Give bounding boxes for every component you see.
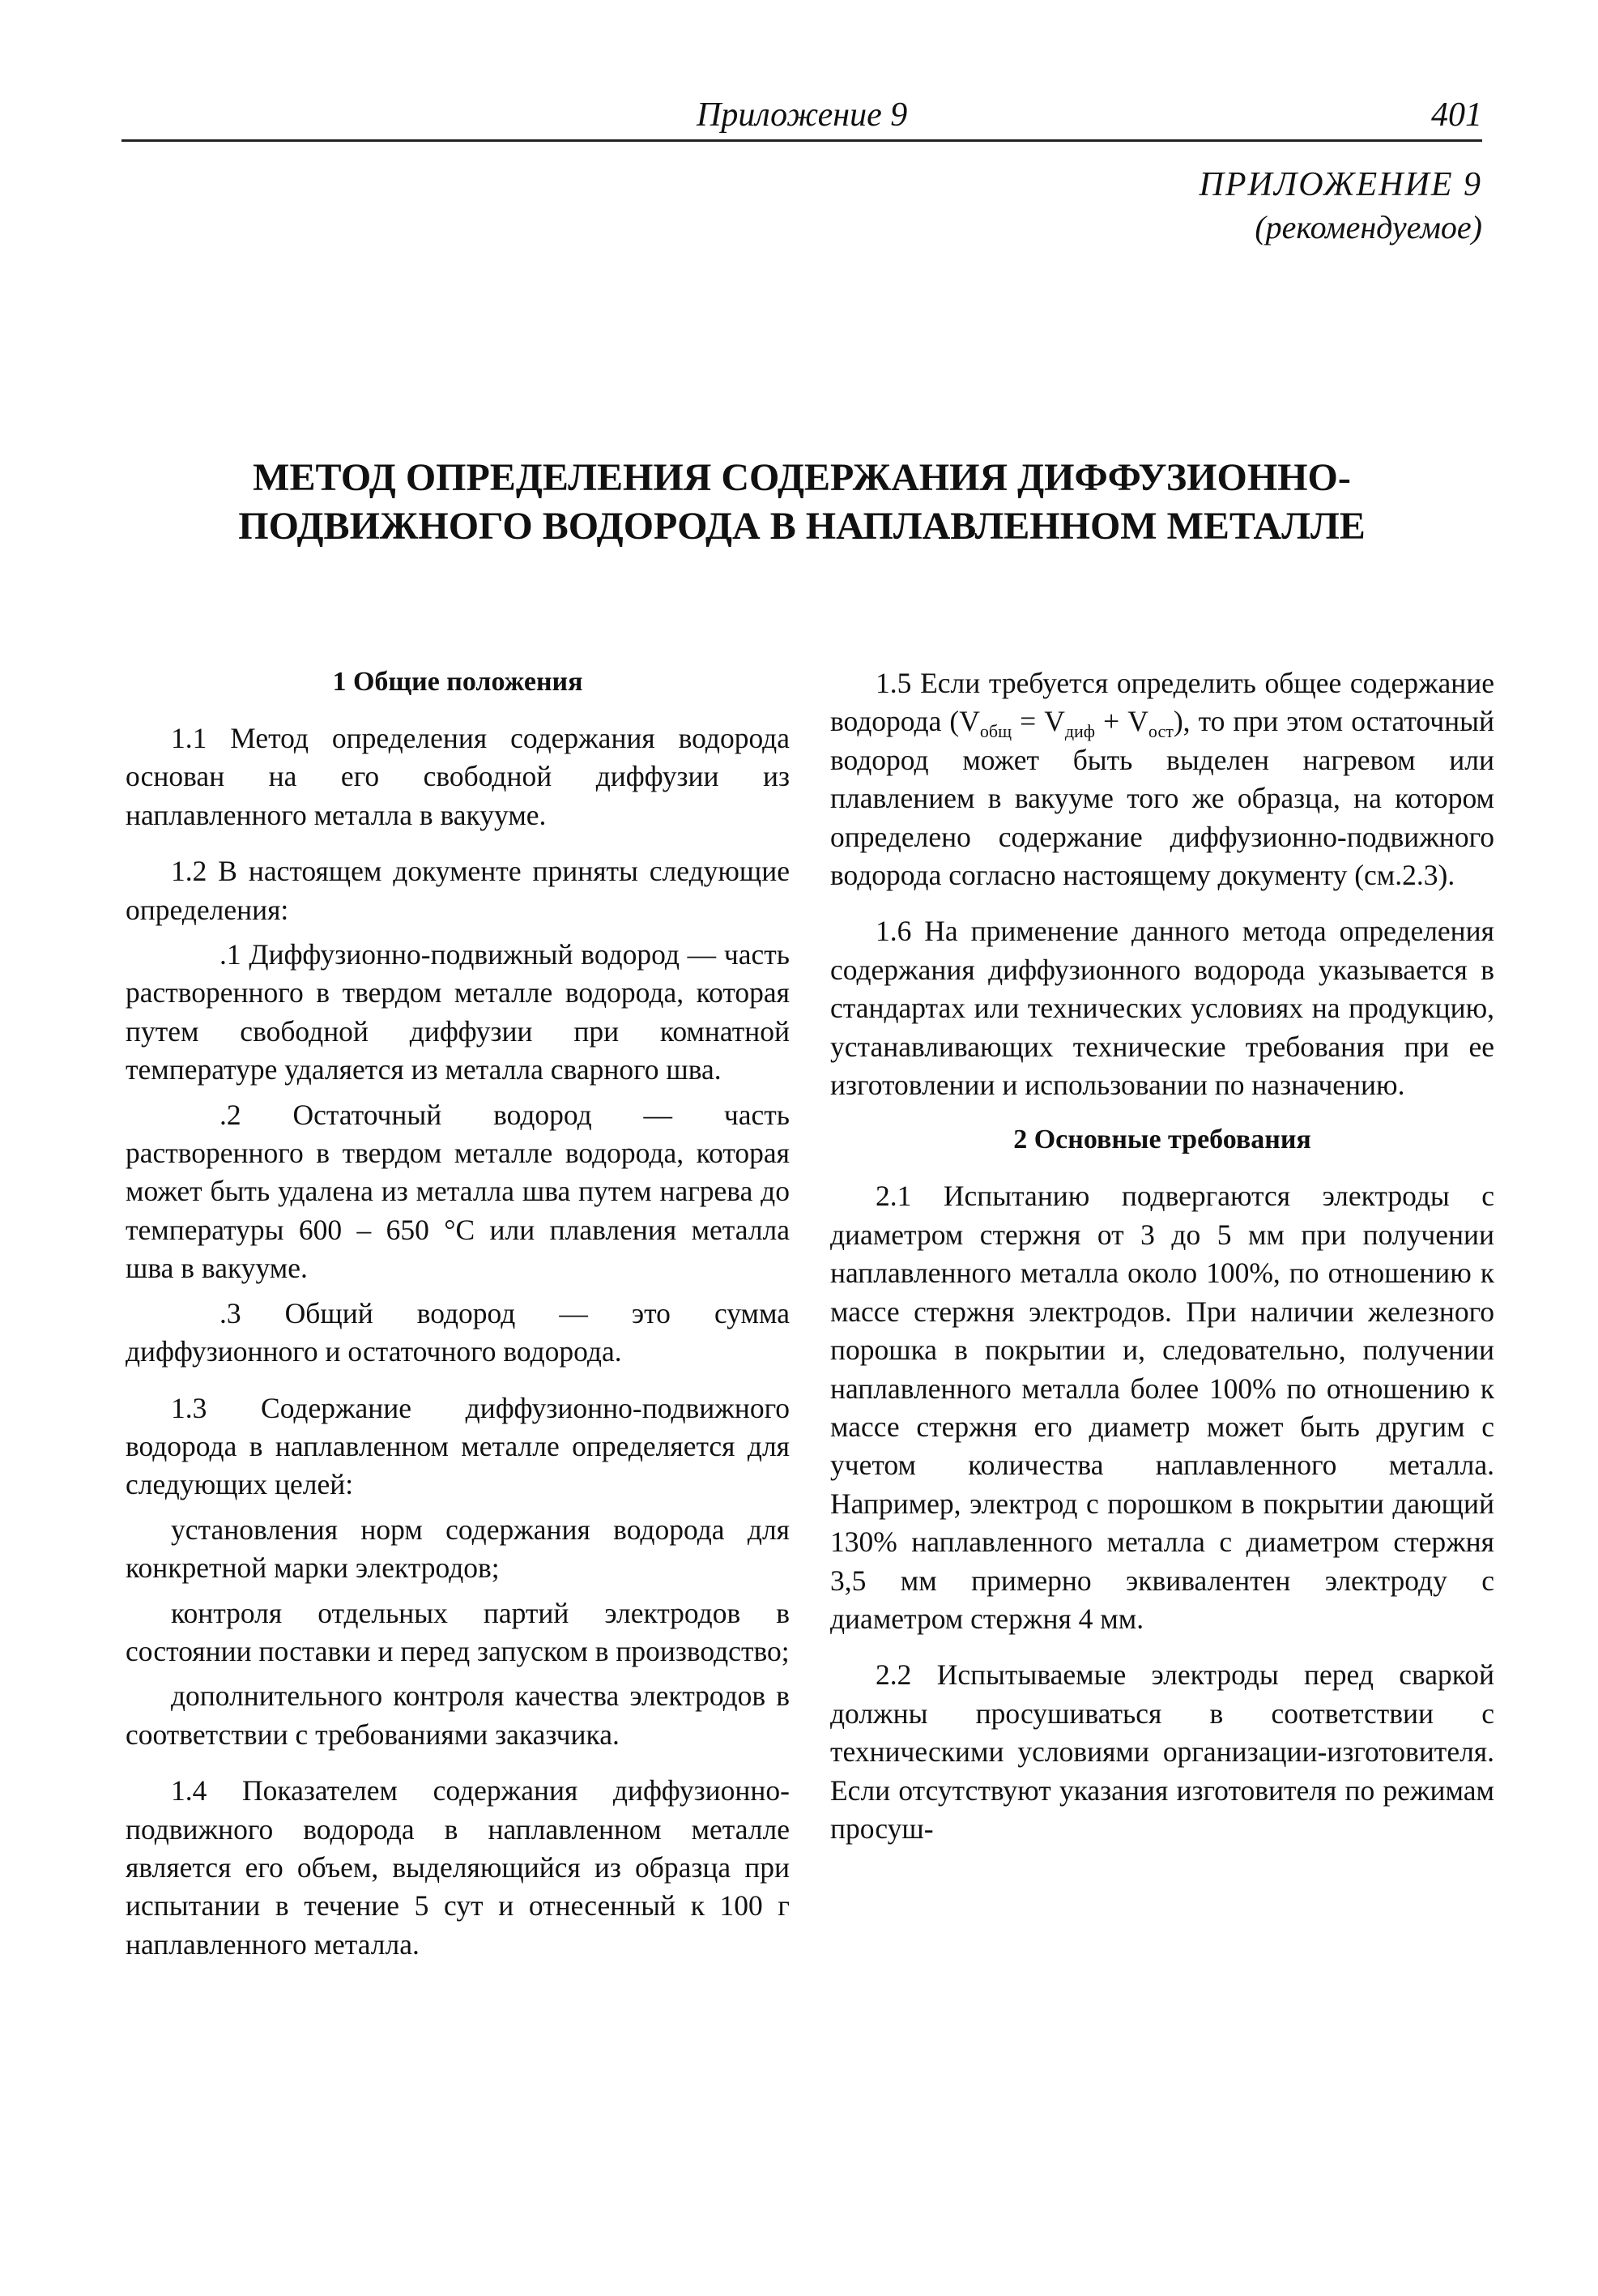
paragraph-1-5-part-b: = V: [1012, 705, 1065, 738]
paragraph-1-2-2: .2 Остаточный водород — часть растворенного в твердом металле водорода, которая может быть удалена из металла шва путем нагрева до температуры 600 – 650 °С или плавления металла шва в вакууме.: [126, 1098, 790, 1285]
paragraph-1-2-1: .1 Диффузионно-подвижный водород — часть растворенного в твердом металле водорода, которая путем свободной диффузии при комнатной температуре удаляется из металла сварного шва.: [126, 938, 790, 1086]
subscript-total: общ: [979, 721, 1012, 742]
paragraph-1-3-item-b: контроля отдельных партий электродов в состоянии поставки и перед запуском в производство;: [126, 1596, 790, 1667]
paragraph-1-3: 1.3 Содержание диффузионно-подвижного водорода в наплавленном металле определяется для следующих целей:: [126, 1391, 790, 1501]
running-header-title: Приложение 9: [697, 96, 908, 134]
paragraph-2-1: 2.1 Испытанию подвергаются электроды с диаметром стержня от 3 до 5 мм при получении наплавленного металла около 100%, по отношению к массе стержня электродов. При наличии железного порошка в покрытии и, следовательно, получении наплавленного металла более 100% по отношению к массе стержня его диаметр может быть другим с учетом количества наплавленного металла. Например, электрод с порошком в покрытии дающий 130% наплавленного металла с диаметром стержня 3,5 мм примерно эквивалентен электроду с диаметром стержня 4 мм.: [830, 1180, 1494, 1635]
appendix-status: (рекомендуемое): [1255, 209, 1482, 245]
section-1-heading: 1 Общие положения: [332, 667, 583, 697]
subscript-residual: ост: [1148, 721, 1174, 742]
page-number: 401: [1431, 96, 1482, 134]
paragraph-1-2-3: .3 Общий водород — это сумма диффузионного и остаточного водорода.: [126, 1296, 790, 1368]
title-line-2: ПОДВИЖНОГО ВОДОРОДА В НАПЛАВЛЕННОМ МЕТАЛЛЕ: [238, 505, 1366, 548]
paragraph-1-2: 1.2 В настоящем документе приняты следующие определения:: [126, 855, 790, 926]
paragraph-1-6: 1.6 На применение данного метода определения содержания диффузионного водорода указывается в стандартах или технических условиях на продукцию, устанавливающих технические требования при ее изготовлении и использовании по назначению.: [830, 915, 1494, 1102]
paragraph-2-2: 2.2 Испытываемые электроды перед сваркой должны просушиваться в соответствии с техническими условиями организации-изготовителя. Если отсутствуют указания изготовителя по режимам просуш-: [830, 1658, 1494, 1845]
paragraph-1-1: 1.1 Метод определения содержания водорода основан на его свободной диффузии из наплавленного металла в вакууме.: [126, 722, 790, 831]
paragraph-1-5-part-a: 1.5 Если требуется определить общее содержание водорода (V: [830, 667, 1494, 738]
paragraph-1-4: 1.4 Показателем содержания диффузионно-подвижного водорода в наплавленном металле является его объем, выделяющийся из образца при испытании в течение 5 сут и отнесенный к 100 г наплавленного металла.: [126, 1774, 790, 1961]
header-rule: [121, 139, 1482, 142]
title-line-1: МЕТОД ОПРЕДЕЛЕНИЯ СОДЕРЖАНИЯ ДИФФУЗИОННО-: [253, 456, 1351, 499]
subscript-diffusion: диф: [1064, 721, 1096, 742]
right-column: [830, 664, 1494, 1866]
left-column: [126, 664, 790, 1982]
section-2-heading: 2 Основные требования: [1013, 1125, 1311, 1155]
document-title: [121, 454, 1482, 551]
paragraph-1-3-item-a: установления норм содержания водорода для конкретной марки электродов;: [126, 1513, 790, 1585]
paragraph-1-3-item-c: дополнительного контроля качества электродов в соответствии с требованиями заказчика.: [126, 1679, 790, 1751]
paragraph-1-5: [830, 664, 1494, 894]
paragraph-1-5-part-d: ), то при этом остаточный водород может быть выделен нагревом или плавлением в вакууме того же образца, на котором определено содержание диффузионно-подвижного водорода согласно настоящему документу (см.2.3).: [830, 705, 1494, 892]
paragraph-1-5-part-c: + V: [1095, 705, 1148, 738]
appendix-label: ПРИЛОЖЕНИЕ 9: [1199, 166, 1482, 203]
